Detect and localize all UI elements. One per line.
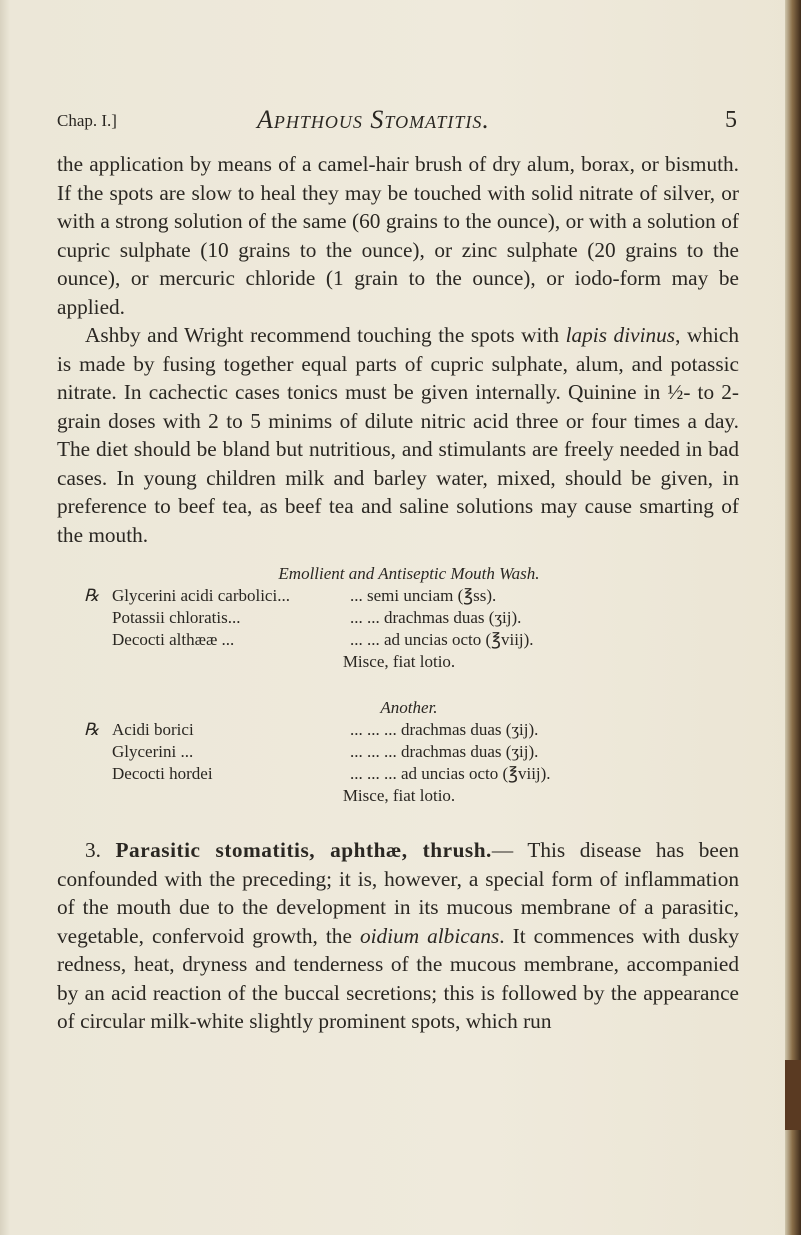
amount: ... ... ... ad uncias octo (℥viij).	[350, 764, 551, 783]
recipe-1-row	[84, 585, 724, 607]
book-spine	[785, 0, 801, 1235]
section-number: 3.	[85, 838, 101, 862]
amount: ... ... drachmas duas (ʒij).	[350, 608, 522, 627]
recipe-2-row	[84, 741, 724, 763]
page-number: 5	[725, 107, 737, 133]
paragraph-2	[57, 321, 739, 549]
paragraph-2-part2: , which is made by fusing together equal parts of cupric sulphate, alum, and potassic nitrate. In cachectic cases tonics must be given internally. Quinine in ½- to 2-grain doses with 2 to 5 minims of dilute nitric acid three or four times a day. The diet should be bland but nutritious, and stimulants are freely needed in bad cases. In young children milk and barley water, mixed, should be given, in preference to beef tea, as beef tea and saline solutions may cause smarting of the mouth.	[57, 323, 739, 547]
paragraph-2-italic: lapis divinus	[565, 323, 676, 347]
ingredient: Acidi borici	[112, 720, 194, 739]
paragraph-2-part1: Ashby and Wright recommend touching the spots with	[85, 323, 566, 347]
recipe-another	[84, 697, 724, 807]
amount: ... ... ... drachmas duas (ʒij).	[350, 720, 539, 739]
section-3-text1: — This disease has been confounded with the preceding; it is, however, a special form of inflammation of the mouth due to the development in its mucous membrane of a parasitic, vegetable, confervoid growth, the	[57, 838, 739, 948]
recipe-1-misce: Misce, fiat lotio.	[342, 652, 456, 671]
recipe-2-misce: Misce, fiat lotio.	[342, 786, 456, 805]
ingredient: Potassii chloratis...	[112, 608, 241, 627]
section-3-text2: . It commences with dusky redness, heat, dryness and tenderness of the mucous membrane, accompanied by an acid reaction of the buccal secretions; this is followed by the appearance of circular milk-white slightly prominent spots, which run	[57, 923, 739, 1033]
amount: ... ... ... drachmas duas (ʒij).	[350, 742, 539, 761]
main-text	[57, 150, 739, 549]
rx-symbol: ℞	[84, 720, 100, 739]
section-3-paragraph	[57, 836, 739, 1036]
rx-symbol: ℞	[84, 586, 100, 605]
recipe-1-title: Emollient and Antiseptic Mouth Wash.	[278, 564, 540, 583]
recipe-emollient	[84, 563, 724, 673]
section-3	[57, 836, 739, 1036]
ingredient: Glycerini ...	[112, 742, 194, 761]
page-header	[57, 103, 739, 139]
recipe-2-title: Another.	[380, 698, 438, 717]
ingredient: Decocti hordei	[112, 764, 213, 783]
ingredient: Decocti althææ ...	[112, 630, 235, 649]
amount: ... semi unciam (℥ss).	[350, 586, 497, 605]
recipe-1-row	[84, 629, 724, 651]
paragraph-1: the application by means of a camel-hair brush of dry alum, borax, or bismuth. If the spots are slow to heal they may be touched with solid nitrate of silver, or with a strong solution of the same (60 grains to the ounce), or with a solution of cupric sulphate (10 grains to the ounce), or zinc sulphate (20 grains to the ounce), or mercuric chloride (1 grain to the ounce), or iodo-form may be applied.	[57, 152, 739, 319]
recipe-2-row	[84, 763, 724, 785]
amount: ... ... ad uncias octo (℥viij).	[350, 630, 534, 649]
section-heading: Parasitic stomatitis, aphthæ, thrush.	[115, 838, 492, 862]
running-title: Aphthous Stomatitis.	[257, 105, 490, 134]
recipe-1-row	[84, 607, 724, 629]
section-3-italic: oidium albicans	[359, 923, 500, 948]
spine-shadow	[785, 1060, 801, 1130]
chapter-label: Chap. I.]	[57, 111, 117, 130]
recipe-2-row	[84, 719, 724, 741]
ingredient: Glycerini acidi carbolici...	[112, 586, 290, 605]
